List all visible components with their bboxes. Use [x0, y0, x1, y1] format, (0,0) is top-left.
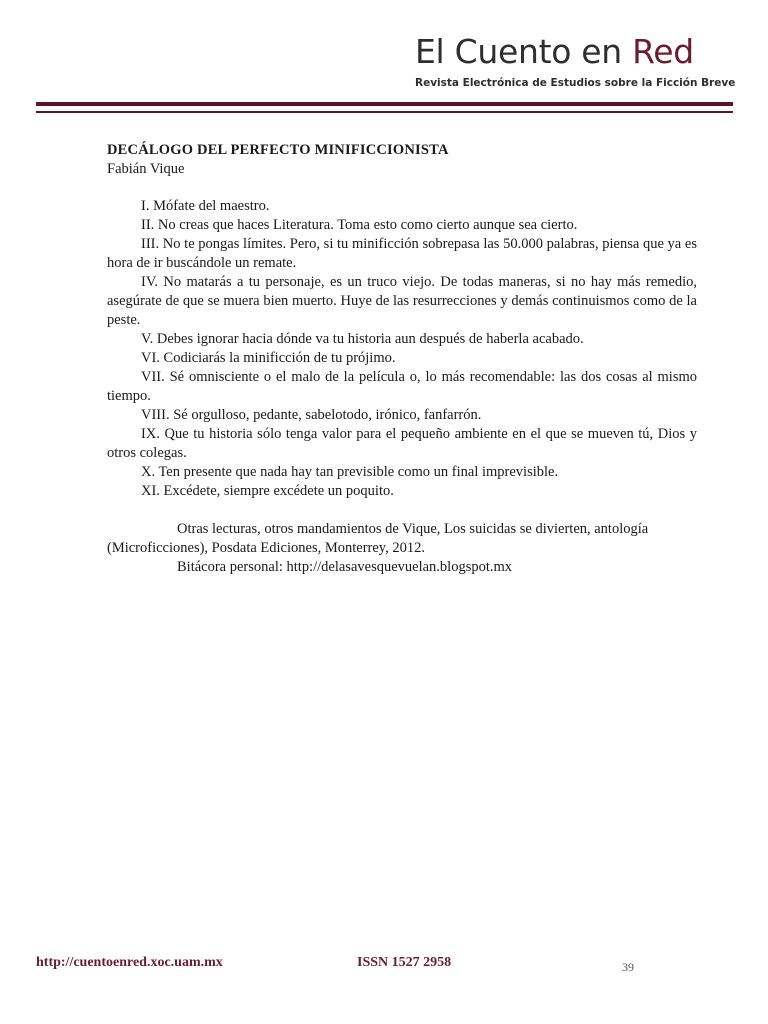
header-divider-thick [36, 102, 733, 106]
commandment-item: X. Ten presente que nada hay tan previsible como un final imprevisible. [141, 464, 559, 480]
commandment-item: VI. Codiciarás la minificción de tu prójimo. [141, 350, 396, 366]
commandment-item: XI. Excédete, siempre excédete un poquito. [141, 483, 394, 499]
footer-issn: ISSN 1527 2958 [357, 955, 452, 970]
commandment-item: III. No te pongas límites. Pero, si tu minificción sobrepasa las 50.000 palabras, piensa que ya es hora de ir buscándole un remate. [107, 236, 697, 271]
commandment-item: I. Mófate del maestro. [141, 198, 270, 214]
personal-blog-note: Bitácora personal: http://delasavesquevuelan.blogspot.mx [177, 559, 513, 575]
journal-title [415, 32, 694, 72]
author-notes [107, 520, 697, 577]
footer-url-link[interactable]: http://cuentoenred.xoc.uam.mx [36, 955, 223, 970]
journal-subtitle: Revista Electrónica de Estudios sobre la Ficción Breve [415, 77, 736, 89]
commandment-item: VIII. Sé orgulloso, pedante, sabelotodo, irónico, fanfarrón. [141, 407, 482, 423]
commandment-item: IX. Que tu historia sólo tenga valor para el pequeño ambiente en el que se mueven tú, Dios y otros colegas. [107, 426, 697, 461]
journal-title-accent: Red [632, 32, 694, 71]
commandment-list [107, 197, 697, 501]
commandment-item: II. No creas que haces Literatura. Toma esto como cierto aunque sea cierto. [141, 217, 578, 233]
article [107, 140, 697, 577]
journal-title-main: El Cuento en [415, 32, 633, 71]
commandment-item: V. Debes ignorar hacia dónde va tu historia aun después de haberla acabado. [141, 331, 584, 347]
further-reading-note: Otras lecturas, otros mandamientos de Vique, Los suicidas se divierten, antología (Microficciones), Posdata Ediciones, Monterrey, 2012. [107, 521, 649, 556]
commandment-item: VII. Sé omnisciente o el malo de la película o, lo más recomendable: las dos cosas al mismo tiempo. [107, 369, 697, 404]
page-number: 39 [622, 960, 634, 974]
article-title: DECÁLOGO DEL PERFECTO MINIFICCIONISTA [107, 142, 449, 158]
header-divider-thin [36, 111, 733, 113]
commandment-item: IV. No matarás a tu personaje, es un truco viejo. De todas maneras, si no hay más remedio, asegúrate de que se muera bien muerto. Huye de las resurrecciones y demás continuismos como de la peste. [107, 274, 697, 328]
article-author: Fabián Vique [107, 161, 185, 177]
